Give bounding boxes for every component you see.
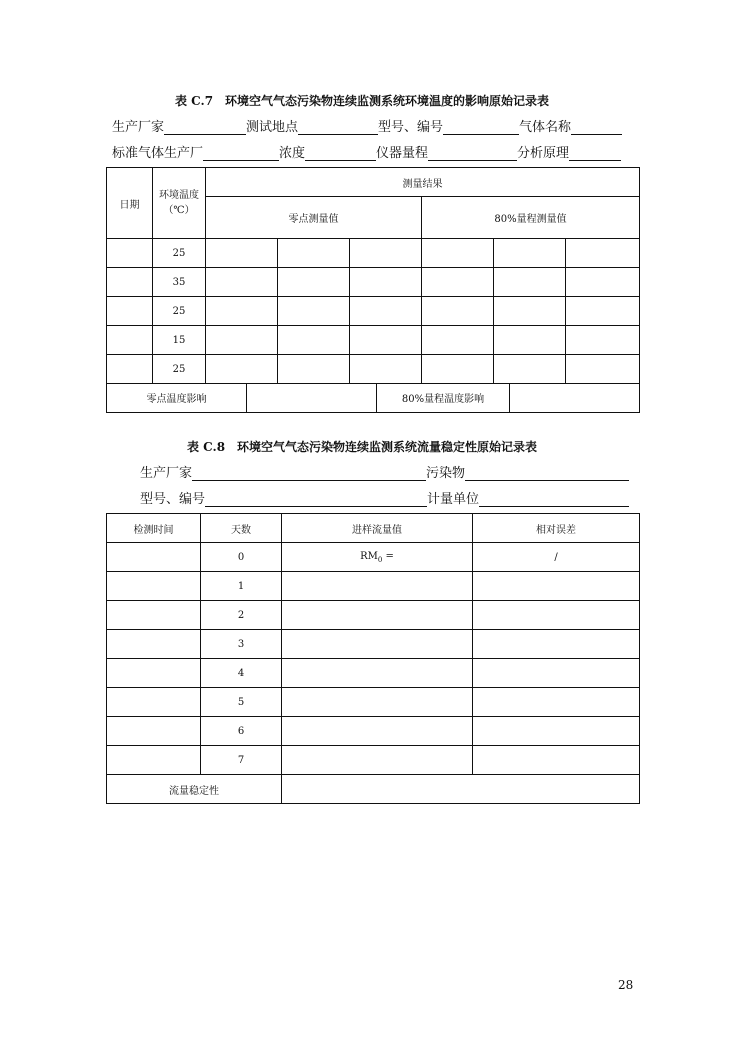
table-c7-title: 表 C.7 环境空气气态污染物连续监测系统环境温度的影响原始记录表 [175,94,550,108]
temp-cell: 25 [153,239,206,268]
flow-cell[interactable] [282,572,473,601]
error-header: 相对误差 [473,514,640,543]
day-cell: 0 [201,543,282,572]
day-cell: 6 [201,717,282,746]
zero-cell[interactable] [278,268,350,297]
table-row [107,572,640,601]
model-number-label: 型号、编号 [378,120,444,135]
table-c8-fields-row1 [140,462,629,481]
days-header: 天数 [201,514,282,543]
span-header: 80%量程测量值 [422,197,640,239]
table-row [107,355,640,384]
span-cell[interactable] [494,297,566,326]
date-header: 日期 [107,168,153,239]
std-gas-manufacturer-blank[interactable] [203,146,279,161]
span-cell[interactable] [566,239,640,268]
span-cell[interactable] [422,297,494,326]
result-header: 测量结果 [206,168,640,197]
table-c8 [106,513,640,804]
table-c8-fields-row2 [140,488,629,507]
table-row [107,746,640,775]
temp-cell: 15 [153,326,206,355]
span-cell[interactable] [566,326,640,355]
day-cell: 7 [201,746,282,775]
zero-cell[interactable] [278,326,350,355]
error-cell[interactable] [473,659,640,688]
error-cell[interactable] [473,630,640,659]
zero-cell[interactable] [206,355,278,384]
day-cell: 2 [201,601,282,630]
std-gas-manufacturer-label: 标准气体生产厂 [112,146,204,161]
date-cell[interactable] [107,268,153,297]
day-cell: 5 [201,688,282,717]
time-cell[interactable] [107,601,201,630]
page-number: 28 [618,978,634,992]
manufacturer-label: 生产厂家 [112,120,165,135]
date-cell[interactable] [107,297,153,326]
temp-header: 环境温度（℃） [153,168,206,239]
date-cell[interactable] [107,355,153,384]
zero-cell[interactable] [350,268,422,297]
model-number-blank[interactable] [205,492,427,507]
zero-cell[interactable] [350,297,422,326]
time-cell[interactable] [107,543,201,572]
span-cell[interactable] [422,268,494,297]
flow-header: 进样流量值 [282,514,473,543]
time-cell[interactable] [107,746,201,775]
unit-blank[interactable] [479,492,629,507]
table-row [107,688,640,717]
flow-cell[interactable] [282,601,473,630]
table-row [107,297,640,326]
model-number-label: 型号、编号 [140,492,206,507]
table-c7-footer [106,383,640,413]
zero-cell[interactable] [350,239,422,268]
table-c7 [106,167,640,384]
manufacturer-blank[interactable] [164,120,246,135]
table-row [107,659,640,688]
manufacturer-label: 生产厂家 [140,466,193,481]
span-cell[interactable] [494,239,566,268]
time-cell[interactable] [107,717,201,746]
stability-label: 流量稳定性 [107,775,282,804]
principle-blank[interactable] [569,146,621,161]
principle-label: 分析原理 [517,146,570,161]
zero-cell[interactable] [278,355,350,384]
zero-cell[interactable] [350,355,422,384]
pollutant-blank[interactable] [465,466,629,481]
span-effect-value[interactable] [510,383,640,412]
date-cell[interactable] [107,326,153,355]
model-number-blank[interactable] [443,120,519,135]
temp-cell: 25 [153,355,206,384]
span-cell[interactable] [494,268,566,297]
temp-cell: 35 [153,268,206,297]
span-cell[interactable] [422,326,494,355]
zero-header: 零点测量值 [206,197,422,239]
span-cell[interactable] [566,268,640,297]
zero-cell[interactable] [206,326,278,355]
test-site-label: 测试地点 [246,120,299,135]
range-blank[interactable] [428,146,517,161]
time-cell[interactable] [107,572,201,601]
stability-value[interactable] [282,775,640,804]
span-cell[interactable] [566,355,640,384]
test-site-blank[interactable] [298,120,378,135]
temp-cell: 25 [153,297,206,326]
manufacturer-blank[interactable] [192,466,426,481]
day-cell: 1 [201,572,282,601]
rm0-label: $RM_0$ = [360,550,394,564]
zero-cell[interactable] [278,297,350,326]
table-row [107,543,640,572]
flow-cell[interactable] [282,659,473,688]
zero-effect-value[interactable] [247,383,377,412]
zero-cell[interactable] [206,239,278,268]
pollutant-label: 污染物 [426,466,466,481]
error-cell: / [473,543,640,572]
time-header: 检测时间 [107,514,201,543]
date-cell[interactable] [107,239,153,268]
concentration-blank[interactable] [305,146,376,161]
day-cell: 4 [201,659,282,688]
flow-cell[interactable] [282,688,473,717]
zero-cell[interactable] [206,268,278,297]
table-c7-fields-row2 [112,142,621,161]
zero-cell[interactable] [206,297,278,326]
table-row [107,268,640,297]
time-cell[interactable] [107,630,201,659]
time-cell[interactable] [107,688,201,717]
span-effect-label: 80%量程温度影响 [377,383,510,412]
flow-cell[interactable] [282,717,473,746]
span-cell[interactable] [494,355,566,384]
table-row [107,630,640,659]
flow-cell[interactable] [282,543,473,572]
span-cell[interactable] [566,297,640,326]
table-c7-fields-row1 [112,116,622,135]
flow-cell[interactable] [282,630,473,659]
span-cell[interactable] [422,239,494,268]
concentration-label: 浓度 [279,146,306,161]
unit-label: 计量单位 [427,492,480,507]
flow-cell[interactable] [282,746,473,775]
error-cell[interactable] [473,601,640,630]
error-cell[interactable] [473,572,640,601]
error-cell[interactable] [473,688,640,717]
gas-name-blank[interactable] [571,120,622,135]
error-cell[interactable] [473,717,640,746]
zero-cell[interactable] [278,239,350,268]
range-label: 仪器量程 [376,146,429,161]
zero-cell[interactable] [350,326,422,355]
span-cell[interactable] [494,326,566,355]
gas-name-label: 气体名称 [519,120,572,135]
span-cell[interactable] [422,355,494,384]
time-cell[interactable] [107,659,201,688]
zero-effect-label: 零点温度影响 [107,383,247,412]
table-row [107,601,640,630]
table-c8-title: 表 C.8 环境空气气态污染物连续监测系统流量稳定性原始记录表 [187,440,538,454]
table-row [107,326,640,355]
table-row [107,717,640,746]
day-cell: 3 [201,630,282,659]
error-cell[interactable] [473,746,640,775]
table-row [107,239,640,268]
